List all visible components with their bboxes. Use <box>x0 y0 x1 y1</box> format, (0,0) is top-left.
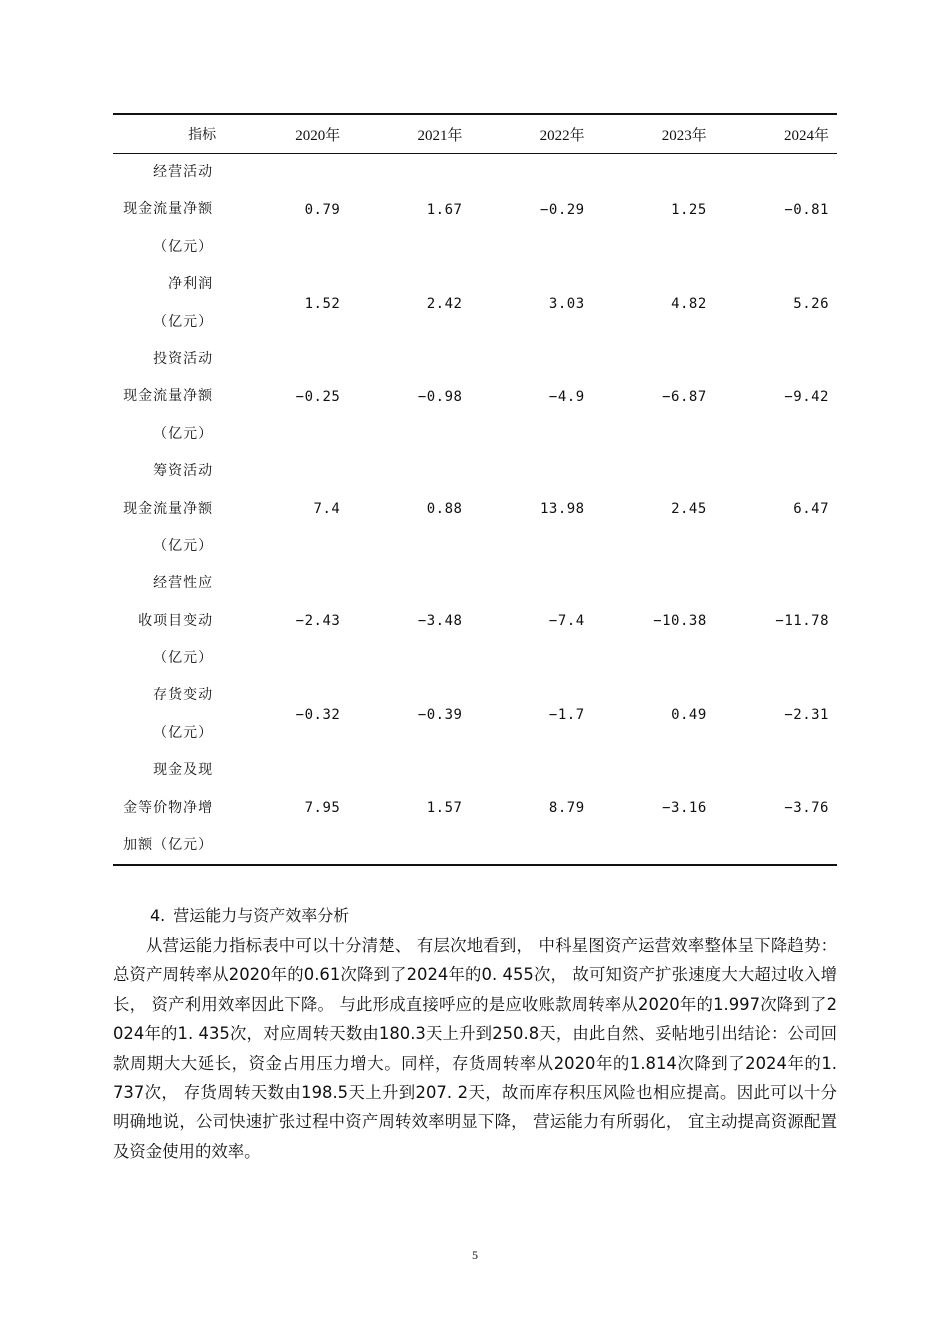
table-row-operating-cash-flow <box>113 154 837 267</box>
cell-2021: −0.39 <box>417 706 463 723</box>
cell-2021: 0.88 <box>426 501 463 518</box>
row-label-line: 加额（亿元） <box>123 837 214 854</box>
cell-2020: 7.95 <box>226 752 348 865</box>
cell-2022: 8.79 <box>470 752 592 865</box>
row-label <box>113 677 226 752</box>
section-heading <box>150 901 349 931</box>
row-label-line: （亿元） <box>153 425 214 442</box>
section-number: 4. <box>150 906 166 925</box>
row-label-line: 现金及现 <box>153 762 214 779</box>
row-label-line: 存货变动 <box>153 687 214 704</box>
cell-2024: −3.76 <box>715 752 837 865</box>
row-label <box>113 752 226 865</box>
row-label-line: （亿元） <box>153 313 214 330</box>
header-year-2022: 2022年 <box>470 114 592 154</box>
row-label-line: 筹资活动 <box>153 463 214 480</box>
cell-2023: 1.25 <box>671 202 707 219</box>
header-year-2023: 2023年 <box>593 114 715 154</box>
cell-2020: 1.52 <box>304 295 341 312</box>
cell-2023: −10.38 <box>653 613 707 630</box>
cell-2020: −0.25 <box>295 389 341 406</box>
row-label-line: 经营活动 <box>153 164 214 180</box>
cell-2021: −0.98 <box>417 389 463 406</box>
cell-2020: 7.4 <box>313 501 341 518</box>
row-label <box>113 154 226 267</box>
cell-2023: 0.49 <box>671 706 707 723</box>
cell-2020: −0.32 <box>295 706 341 723</box>
header-indicator: 指标 <box>113 114 226 154</box>
cell-2021: −3.48 <box>417 613 463 630</box>
row-label <box>113 266 226 341</box>
cell-2020: −2.43 <box>295 613 341 630</box>
page-number: 5 <box>472 1248 478 1262</box>
cell-2024: −9.42 <box>784 389 829 406</box>
cell-2022: −1.7 <box>548 706 585 723</box>
table-row-investing-cash-flow <box>113 341 837 453</box>
cell-2023: 4.82 <box>671 295 707 312</box>
cell-2022: −0.29 <box>539 202 585 219</box>
cell-2021: 1.67 <box>426 202 463 219</box>
table-header-row <box>113 114 837 154</box>
table-row-operating-receivables-change <box>113 565 837 677</box>
table-row-financing-cash-flow <box>113 453 837 565</box>
cell-2021: 1.57 <box>348 752 470 865</box>
row-label-line: 现金流量净额 <box>123 201 214 218</box>
row-label-line: 收项目变动 <box>138 612 214 629</box>
cell-2022: −4.9 <box>548 389 585 406</box>
cell-2024: 6.47 <box>793 501 829 518</box>
cell-2024: −0.81 <box>784 202 829 219</box>
financial-indicator-table <box>113 113 837 866</box>
header-year-2020: 2020年 <box>226 114 348 154</box>
cell-2020: 0.79 <box>304 202 341 219</box>
table-row-net-profit <box>113 266 837 341</box>
row-label-line: 现金流量净额 <box>123 388 214 405</box>
header-year-2024: 2024年 <box>715 114 837 154</box>
table-row-net-increase-cash <box>113 752 837 865</box>
row-label-line: 投资活动 <box>153 350 214 367</box>
row-label-line: 经营性应 <box>153 575 214 592</box>
financial-indicator-table-wrapper <box>113 113 837 866</box>
row-label <box>113 341 226 453</box>
row-label-line: （亿元） <box>153 724 214 741</box>
cell-2021: 2.42 <box>426 295 463 312</box>
cell-2024: −11.78 <box>775 613 829 630</box>
cell-2023: 2.45 <box>671 501 707 518</box>
row-label-line: 净利润 <box>168 276 214 293</box>
row-label-line: 现金流量净额 <box>123 500 214 517</box>
body-paragraph: 从营运能力指标表中可以十分清楚、 有层次地看到， 中科星图资产运营效率整体呈下降趋势：总资产周转率从2020年的0.61次降到了2024年的0. 455次， 故可知资产扩张速度大大超过收入增长， 资产利用效率因此下降。 与此形成直接呼应的是应收账款周转率从2020年的1.997次降到了2024年的1. 435次，对应周转天数由180.3天上升到250.8天，由此自然、妥帖地引出结论：公司回款周期大大延长，资金占用压力增大。同样，存货周转率从2020年的1.814次降到了2024年的1. 737次， 存货周转天数由198.5天上升到207. 2天，故而库存积压风险也相应提高。因此可以十分明确地说，公司快速扩张过程中资产周转效率明显下降， 营运能力有所弱化， 宜主动提高资源配置及资金使用的效率。 <box>113 936 854 1161</box>
cell-2022: 13.98 <box>539 501 585 518</box>
row-label-line: （亿元） <box>153 537 214 554</box>
table-row-inventory-change <box>113 677 837 752</box>
cell-2024: 5.26 <box>793 295 829 312</box>
cell-2023: −6.87 <box>662 389 707 406</box>
cell-2022: 3.03 <box>548 295 585 312</box>
row-label <box>113 453 226 565</box>
row-label-line: 金等价物净增 <box>123 799 214 816</box>
section-title: 营运能力与资产效率分析 <box>173 906 350 925</box>
row-label-line: （亿元） <box>153 650 214 667</box>
row-label-line: （亿元） <box>153 238 214 255</box>
cell-2024: −2.31 <box>784 706 829 723</box>
cell-2022: −7.4 <box>548 613 585 630</box>
row-label <box>113 565 226 677</box>
header-year-2021: 2021年 <box>348 114 470 154</box>
cell-2023: −3.16 <box>593 752 715 865</box>
